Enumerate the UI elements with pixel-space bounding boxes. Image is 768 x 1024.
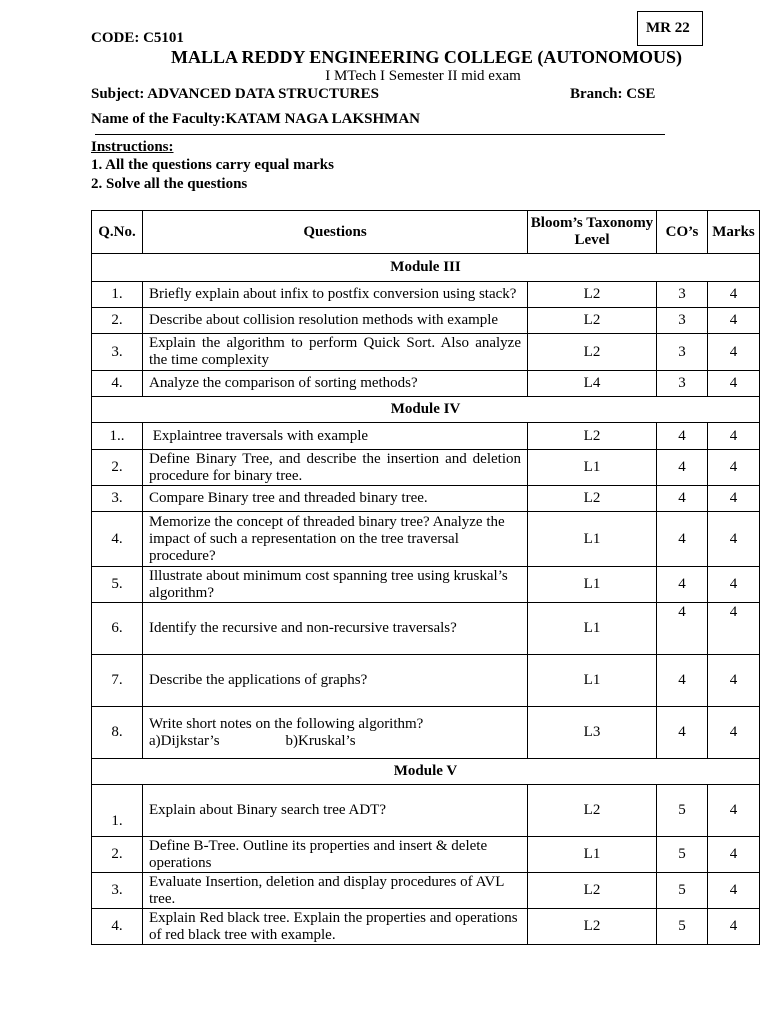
module-row	[92, 759, 760, 785]
bloom-level: L2	[528, 785, 657, 837]
college-name: MALLA REDDY ENGINEERING COLLEGE (AUTONOMOUS)	[170, 47, 683, 67]
table-row	[92, 450, 760, 486]
co-value: 4	[657, 512, 708, 567]
table-row	[92, 371, 760, 397]
question-text: Explaintree traversals with example	[143, 423, 528, 450]
question-text: Briefly explain about infix to postfix conversion using stack?	[143, 282, 528, 308]
question-number: 4.	[92, 371, 143, 397]
table-row	[92, 423, 760, 450]
question-number: 3.	[92, 334, 143, 371]
module-title: Module V	[92, 759, 760, 785]
bloom-level: L1	[528, 655, 657, 707]
table-row	[92, 655, 760, 707]
table-row	[92, 308, 760, 334]
co-value: 5	[657, 837, 708, 873]
bloom-level: L1	[528, 450, 657, 486]
question-text: Identify the recursive and non-recursive traversals?	[143, 603, 528, 655]
co-value: 4	[657, 423, 708, 450]
branch-line: Branch: CSE	[570, 86, 656, 102]
marks-value: 4	[708, 334, 760, 371]
instruction-item: 2. Solve all the questions	[91, 176, 248, 192]
co-value: 4	[657, 603, 708, 655]
regulation-box: MR 22	[637, 11, 703, 46]
table-row	[92, 512, 760, 567]
header-co: CO’s	[657, 211, 708, 254]
bloom-level: L1	[528, 603, 657, 655]
question-number: 3.	[92, 486, 143, 512]
question-number: 8.	[92, 707, 143, 759]
marks-value: 4	[708, 837, 760, 873]
question-text: Illustrate about minimum cost spanning tree using kruskal’s algorithm?	[143, 567, 528, 603]
marks-value: 4	[708, 423, 760, 450]
co-value: 4	[657, 450, 708, 486]
question-text: Define Binary Tree, and describe the insertion and deletion procedure for binary tree.	[143, 450, 528, 486]
question-text: Evaluate Insertion, deletion and display procedures of AVL tree.	[143, 873, 528, 909]
question-text: Explain about Binary search tree ADT?	[143, 785, 528, 837]
table-row	[92, 282, 760, 308]
module-row	[92, 254, 760, 282]
module-row	[92, 397, 760, 423]
co-value: 3	[657, 308, 708, 334]
marks-value: 4	[708, 567, 760, 603]
subject-line: Subject: ADVANCED DATA STRUCTURES	[91, 86, 379, 102]
marks-value: 4	[708, 512, 760, 567]
question-text: Analyze the comparison of sorting methods?	[143, 371, 528, 397]
question-text: Describe the applications of graphs?	[143, 655, 528, 707]
question-number: 2.	[92, 308, 143, 334]
faculty-line: Name of the Faculty:KATAM NAGA LAKSHMAN	[91, 111, 420, 127]
bloom-level: L2	[528, 873, 657, 909]
marks-value: 4	[708, 655, 760, 707]
table-row	[92, 909, 760, 945]
question-text: Explain the algorithm to perform Quick Sort. Also analyze the time complexity	[143, 334, 528, 371]
question-text: Compare Binary tree and threaded binary tree.	[143, 486, 528, 512]
bloom-level: L2	[528, 423, 657, 450]
marks-value: 4	[708, 282, 760, 308]
bloom-level: L2	[528, 486, 657, 512]
bloom-level: L2	[528, 308, 657, 334]
marks-value: 4	[708, 603, 760, 655]
question-number: 2.	[92, 450, 143, 486]
marks-value: 4	[708, 450, 760, 486]
co-value: 4	[657, 567, 708, 603]
bloom-level: L1	[528, 837, 657, 873]
co-value: 5	[657, 909, 708, 945]
instruction-item: 1. All the questions carry equal marks	[91, 157, 334, 173]
question-number: 4.	[92, 512, 143, 567]
question-number: 3.	[92, 873, 143, 909]
instructions-title: Instructions:	[91, 139, 174, 155]
exam-title: I MTech I Semester II mid exam	[325, 68, 521, 84]
table-row	[92, 567, 760, 603]
marks-value: 4	[708, 707, 760, 759]
question-text: Describe about collision resolution methods with example	[143, 308, 528, 334]
question-number: 2.	[92, 837, 143, 873]
table-row	[92, 873, 760, 909]
marks-value: 4	[708, 308, 760, 334]
course-code: CODE: C5101	[91, 30, 184, 46]
question-option: b)Kruskal’s	[285, 732, 356, 749]
bloom-level: L1	[528, 567, 657, 603]
table-row	[92, 837, 760, 873]
question-number: 1.	[92, 785, 143, 837]
co-value: 3	[657, 334, 708, 371]
marks-value: 4	[708, 873, 760, 909]
co-value: 4	[657, 707, 708, 759]
question-number: 5.	[92, 567, 143, 603]
header-bloom: Bloom’s Taxonomy Level	[528, 211, 657, 254]
table-row	[92, 603, 760, 655]
question-number: 6.	[92, 603, 143, 655]
question-table	[91, 210, 760, 945]
co-value: 4	[657, 655, 708, 707]
question-text: Memorize the concept of threaded binary tree? Analyze the impact of such a representation on the tree traversal procedure?	[143, 512, 528, 567]
co-value: 5	[657, 873, 708, 909]
header-marks: Marks	[708, 211, 760, 254]
marks-value: 4	[708, 486, 760, 512]
table-row	[92, 707, 760, 759]
module-title: Module IV	[92, 397, 760, 423]
question-number: 1..	[92, 423, 143, 450]
bloom-level: L3	[528, 707, 657, 759]
marks-value: 4	[708, 785, 760, 837]
bloom-level: L2	[528, 282, 657, 308]
divider	[95, 134, 665, 135]
co-value: 3	[657, 282, 708, 308]
table-header-row	[92, 211, 760, 254]
co-value: 5	[657, 785, 708, 837]
question-number: 4.	[92, 909, 143, 945]
table-row	[92, 486, 760, 512]
module-title: Module III	[92, 254, 760, 282]
header-questions: Questions	[143, 211, 528, 254]
question-text: Define B-Tree. Outline its properties and insert & delete operations	[143, 837, 528, 873]
table-row	[92, 334, 760, 371]
bloom-level: L1	[528, 512, 657, 567]
table-row	[92, 785, 760, 837]
question-text-cell	[143, 707, 528, 759]
question-options	[149, 733, 521, 750]
header-qno: Q.No.	[92, 211, 143, 254]
question-option: a)Dijkstar’s	[149, 732, 220, 749]
bloom-level: L2	[528, 334, 657, 371]
bloom-level: L2	[528, 909, 657, 945]
bloom-level: L4	[528, 371, 657, 397]
question-text: Explain Red black tree. Explain the properties and operations of red black tree with example.	[143, 909, 528, 945]
co-value: 3	[657, 371, 708, 397]
co-value: 4	[657, 486, 708, 512]
marks-value: 4	[708, 371, 760, 397]
marks-value: 4	[708, 909, 760, 945]
question-number: 7.	[92, 655, 143, 707]
question-number: 1.	[92, 282, 143, 308]
question-text: Write short notes on the following algorithm?	[149, 715, 424, 732]
